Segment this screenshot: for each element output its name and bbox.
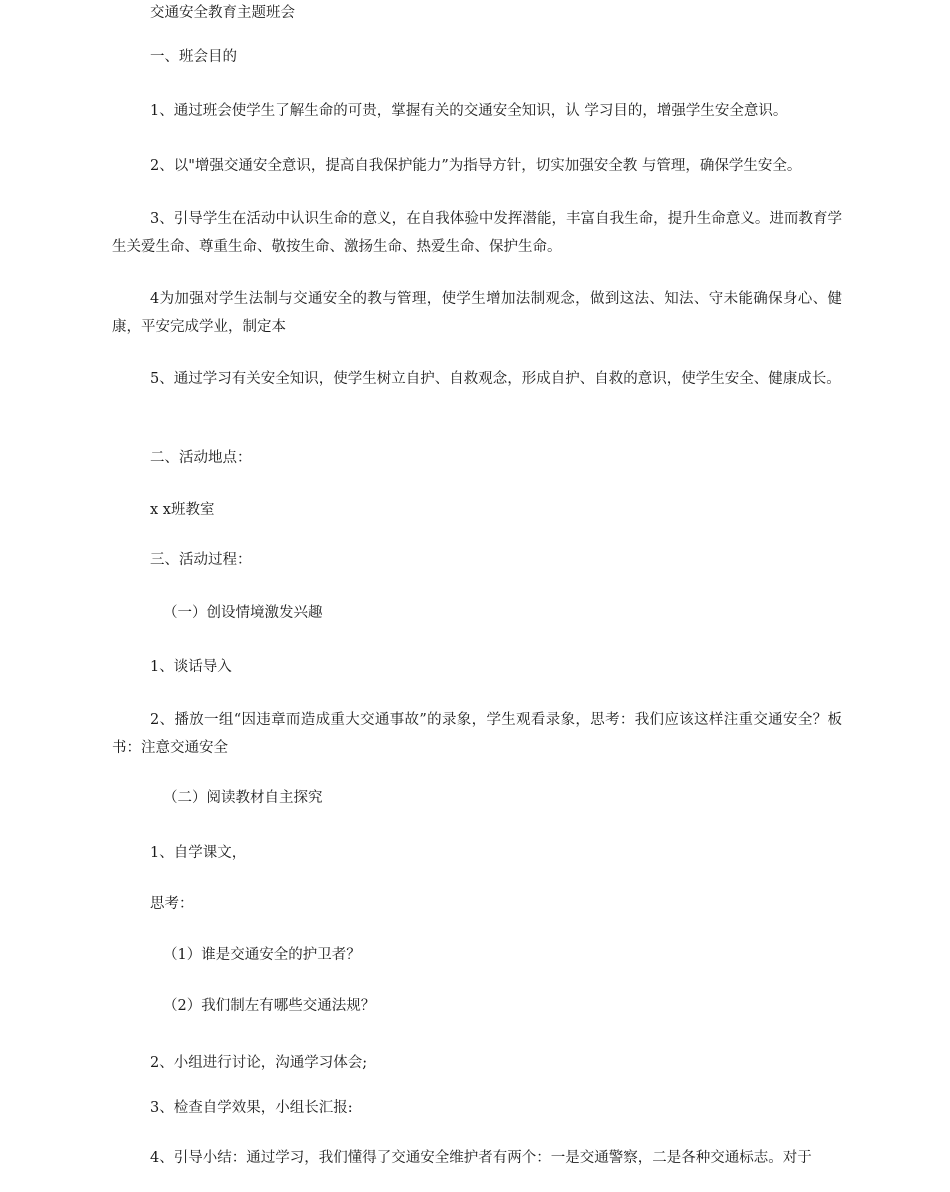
reading-item-discussion: 2、小组进行讨论，沟通学习体会; — [150, 1055, 368, 1071]
objective-paragraph-1: 1、通过班会使学生了解生命的可贵，掌握有关的交通安全知识，认 学习目的，增强学生安全意识。 — [150, 103, 788, 119]
reading-item-check: 3、检查自学效果，小组长汇报: — [150, 1100, 353, 1116]
reading-think-label: 思考： — [150, 896, 194, 912]
reading-item-summary: 4、引导小结：通过学习，我们懂得了交通安全维护者有两个：一是交通警察，二是各种交通标志。对于 — [150, 1150, 812, 1166]
section-heading-location: 二、活动地点： — [150, 450, 252, 466]
document-title: 交通安全教育主题班会 — [150, 5, 295, 21]
section-heading-process: 三、活动过程： — [150, 552, 252, 568]
process-item-intro: 1、谈话导入 — [150, 659, 232, 675]
objective-paragraph-5: 5、通过学习有关安全知识，使学生树立自护、自救观念，形成自护、自救的意识，使学生安全、健康成长。 — [150, 371, 841, 387]
subsection-heading-situation: （一）创设情境激发兴趣 — [163, 605, 323, 621]
reading-question-2: （2）我们制左有哪些交通法规？ — [163, 998, 376, 1014]
subsection-heading-reading: （二）阅读教材自主探究 — [163, 790, 323, 806]
objective-paragraph-2: 2、以"增强交通安全意识，提高自我保护能力”为指导方针，切实加强安全教 与管理，确保学生安全。 — [150, 158, 802, 174]
process-item-video: 2、播放一组“因违章而造成重大交通事故”的录象，学生观看录象，思考：我们应该这样注重交通安全？板书：注意交通安全 — [112, 712, 843, 756]
objective-paragraph-3: 3、引导学生在活动中认识生命的意义，在自我体验中发挥潜能，丰富自我生命，提升生命意义。进而教育学生关爱生命、尊重生命、敬按生命、激扬生命、热爱生命、保护生命。 — [112, 211, 842, 255]
section-heading-purpose: 一、班会目的 — [150, 49, 237, 65]
location-text: x x班教室 — [150, 502, 215, 518]
objective-paragraph-4: 4为加强对学生法制与交通安全的教与管理，使学生增加法制观念，做到这法、知法、守未能确保身心、健康，平安完成学业，制定本 — [112, 291, 842, 335]
reading-question-1: （1）谁是交通安全的护卫者？ — [163, 947, 361, 963]
reading-item-self-study: 1、自学课文， — [150, 845, 247, 861]
